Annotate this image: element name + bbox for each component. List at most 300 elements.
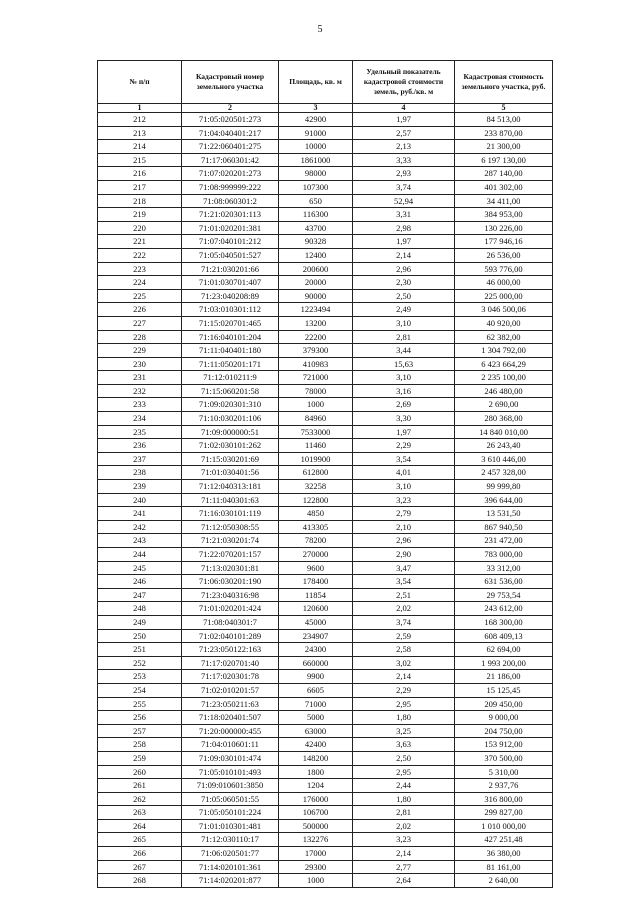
cell-cadastral-value: 33 312,00 bbox=[455, 561, 553, 575]
cell-area: 379300 bbox=[279, 344, 353, 358]
cell-cadastral-value: 15 125,45 bbox=[455, 683, 553, 697]
table-row bbox=[98, 344, 553, 358]
cell-unit-value: 2,59 bbox=[353, 629, 455, 643]
table-row bbox=[98, 575, 553, 589]
column-number: 2 bbox=[182, 104, 279, 113]
cell-cadastral-number: 71:11:040301:63 bbox=[182, 493, 279, 507]
cell-unit-value: 3,10 bbox=[353, 316, 455, 330]
cell-cadastral-value: 62 382,00 bbox=[455, 330, 553, 344]
cell-area: 721000 bbox=[279, 371, 353, 385]
cell-area: 1019900 bbox=[279, 452, 353, 466]
cell-unit-value: 2,29 bbox=[353, 683, 455, 697]
cell-row-number: 218 bbox=[98, 194, 182, 208]
cell-cadastral-number: 71:17:020301:78 bbox=[182, 670, 279, 684]
cell-cadastral-number: 71:06:020501:77 bbox=[182, 847, 279, 861]
cell-cadastral-value: 225 000,00 bbox=[455, 289, 553, 303]
cell-cadastral-number: 71:08:999999:222 bbox=[182, 180, 279, 194]
cell-cadastral-number: 71:01:030401:56 bbox=[182, 466, 279, 480]
cell-cadastral-number: 71:22:070201:157 bbox=[182, 548, 279, 562]
cell-cadastral-value: 9 000,00 bbox=[455, 711, 553, 725]
cell-cadastral-number: 71:21:030201:66 bbox=[182, 262, 279, 276]
cell-cadastral-value: 209 450,00 bbox=[455, 697, 553, 711]
cell-row-number: 264 bbox=[98, 819, 182, 833]
cell-area: 43700 bbox=[279, 221, 353, 235]
cell-cadastral-number: 71:14:020201:877 bbox=[182, 874, 279, 888]
table-row bbox=[98, 384, 553, 398]
cell-row-number: 225 bbox=[98, 289, 182, 303]
cell-row-number: 212 bbox=[98, 113, 182, 127]
cell-area: 122800 bbox=[279, 493, 353, 507]
cell-row-number: 238 bbox=[98, 466, 182, 480]
table-row bbox=[98, 534, 553, 548]
cell-unit-value: 3,33 bbox=[353, 153, 455, 167]
cell-area: 650 bbox=[279, 194, 353, 208]
cell-area: 9900 bbox=[279, 670, 353, 684]
cell-cadastral-number: 71:17:020701:40 bbox=[182, 656, 279, 670]
table-row bbox=[98, 792, 553, 806]
cell-unit-value: 2,50 bbox=[353, 289, 455, 303]
cell-row-number: 253 bbox=[98, 670, 182, 684]
table-row bbox=[98, 602, 553, 616]
cell-unit-value: 3,47 bbox=[353, 561, 455, 575]
cell-row-number: 252 bbox=[98, 656, 182, 670]
cell-area: 7533000 bbox=[279, 425, 353, 439]
cell-cadastral-value: 29 753,54 bbox=[455, 588, 553, 602]
cell-cadastral-number: 71:15:020701:465 bbox=[182, 316, 279, 330]
cell-cadastral-number: 71:07:020201:273 bbox=[182, 167, 279, 181]
cell-cadastral-value: 204 750,00 bbox=[455, 724, 553, 738]
cell-cadastral-number: 71:09:020301:310 bbox=[182, 398, 279, 412]
cell-cadastral-value: 21 300,00 bbox=[455, 140, 553, 154]
cell-unit-value: 2,44 bbox=[353, 779, 455, 793]
cell-area: 84960 bbox=[279, 412, 353, 426]
cell-unit-value: 52,94 bbox=[353, 194, 455, 208]
header-row-number: № п/п bbox=[98, 61, 182, 104]
cell-unit-value: 3,23 bbox=[353, 833, 455, 847]
cell-row-number: 267 bbox=[98, 860, 182, 874]
cell-area: 11854 bbox=[279, 588, 353, 602]
cell-unit-value: 2,14 bbox=[353, 670, 455, 684]
cell-cadastral-value: 62 694,00 bbox=[455, 643, 553, 657]
cell-unit-value: 2,64 bbox=[353, 874, 455, 888]
cell-cadastral-number: 71:11:040401:180 bbox=[182, 344, 279, 358]
page-number: 5 bbox=[317, 24, 323, 35]
table-row bbox=[98, 507, 553, 521]
table-row bbox=[98, 493, 553, 507]
cell-cadastral-number: 71:05:050101:224 bbox=[182, 806, 279, 820]
cell-area: 78000 bbox=[279, 384, 353, 398]
cell-area: 410983 bbox=[279, 357, 353, 371]
cell-area: 29300 bbox=[279, 860, 353, 874]
cell-unit-value: 2,79 bbox=[353, 507, 455, 521]
cell-cadastral-value: 40 920,00 bbox=[455, 316, 553, 330]
cell-row-number: 250 bbox=[98, 629, 182, 643]
cell-unit-value: 1,97 bbox=[353, 113, 455, 127]
cell-row-number: 242 bbox=[98, 520, 182, 534]
cell-area: 45000 bbox=[279, 615, 353, 629]
cell-unit-value: 2,10 bbox=[353, 520, 455, 534]
cell-area: 17000 bbox=[279, 847, 353, 861]
cell-cadastral-value: 2 235 100,00 bbox=[455, 371, 553, 385]
cell-unit-value: 2,58 bbox=[353, 643, 455, 657]
cell-area: 13200 bbox=[279, 316, 353, 330]
cell-row-number: 244 bbox=[98, 548, 182, 562]
cell-unit-value: 2,77 bbox=[353, 860, 455, 874]
cell-row-number: 216 bbox=[98, 167, 182, 181]
cell-cadastral-number: 71:01:030701:407 bbox=[182, 276, 279, 290]
cell-unit-value: 1,80 bbox=[353, 792, 455, 806]
cell-area: 120600 bbox=[279, 602, 353, 616]
cell-unit-value: 3,30 bbox=[353, 412, 455, 426]
table-row bbox=[98, 303, 553, 317]
cell-cadastral-value: 2 457 328,00 bbox=[455, 466, 553, 480]
cell-unit-value: 2,57 bbox=[353, 126, 455, 140]
cell-cadastral-value: 3 046 500,06 bbox=[455, 303, 553, 317]
cell-cadastral-number: 71:02:010201:57 bbox=[182, 683, 279, 697]
cell-cadastral-value: 2 937,76 bbox=[455, 779, 553, 793]
cell-cadastral-number: 71:12:050308:55 bbox=[182, 520, 279, 534]
cell-unit-value: 2,14 bbox=[353, 847, 455, 861]
cell-cadastral-value: 84 513,00 bbox=[455, 113, 553, 127]
cell-cadastral-number: 71:21:030201:74 bbox=[182, 534, 279, 548]
table-row bbox=[98, 412, 553, 426]
cell-cadastral-value: 867 940,50 bbox=[455, 520, 553, 534]
cell-cadastral-value: 2 690,00 bbox=[455, 398, 553, 412]
column-number: 5 bbox=[455, 104, 553, 113]
cell-area: 270000 bbox=[279, 548, 353, 562]
table-row bbox=[98, 235, 553, 249]
cell-unit-value: 4,01 bbox=[353, 466, 455, 480]
cell-cadastral-number: 71:23:050122:163 bbox=[182, 643, 279, 657]
cell-area: 413305 bbox=[279, 520, 353, 534]
cell-cadastral-number: 71:09:030101:474 bbox=[182, 751, 279, 765]
column-number: 1 bbox=[98, 104, 182, 113]
cell-cadastral-value: 46 000,00 bbox=[455, 276, 553, 290]
cell-cadastral-number: 71:04:040401:217 bbox=[182, 126, 279, 140]
cell-cadastral-number: 71:10:030201:106 bbox=[182, 412, 279, 426]
column-number-row bbox=[98, 104, 553, 113]
table-row bbox=[98, 711, 553, 725]
cell-cadastral-number: 71:08:060301:2 bbox=[182, 194, 279, 208]
cell-area: 20000 bbox=[279, 276, 353, 290]
table-row bbox=[98, 860, 553, 874]
cell-row-number: 255 bbox=[98, 697, 182, 711]
cell-row-number: 235 bbox=[98, 425, 182, 439]
table-row bbox=[98, 221, 553, 235]
table-row bbox=[98, 615, 553, 629]
cell-unit-value: 2,29 bbox=[353, 439, 455, 453]
cell-unit-value: 3,54 bbox=[353, 452, 455, 466]
cell-cadastral-value: 26 536,00 bbox=[455, 248, 553, 262]
cell-unit-value: 3,54 bbox=[353, 575, 455, 589]
cell-row-number: 231 bbox=[98, 371, 182, 385]
cell-area: 6605 bbox=[279, 683, 353, 697]
cell-area: 1000 bbox=[279, 398, 353, 412]
cell-area: 234907 bbox=[279, 629, 353, 643]
cell-area: 1204 bbox=[279, 779, 353, 793]
cell-cadastral-value: 231 472,00 bbox=[455, 534, 553, 548]
cell-cadastral-value: 6 197 130,00 bbox=[455, 153, 553, 167]
cell-row-number: 233 bbox=[98, 398, 182, 412]
cell-unit-value: 3,16 bbox=[353, 384, 455, 398]
table-row bbox=[98, 113, 553, 127]
cell-row-number: 222 bbox=[98, 248, 182, 262]
cell-cadastral-number: 71:16:030101:119 bbox=[182, 507, 279, 521]
table-row bbox=[98, 208, 553, 222]
cell-cadastral-number: 71:07:040101:212 bbox=[182, 235, 279, 249]
cell-area: 90000 bbox=[279, 289, 353, 303]
cell-unit-value: 3,02 bbox=[353, 656, 455, 670]
table-row bbox=[98, 670, 553, 684]
table-row bbox=[98, 724, 553, 738]
cell-area: 91000 bbox=[279, 126, 353, 140]
table-row bbox=[98, 289, 553, 303]
cell-area: 71000 bbox=[279, 697, 353, 711]
cell-row-number: 239 bbox=[98, 480, 182, 494]
table-row bbox=[98, 276, 553, 290]
cell-unit-value: 3,74 bbox=[353, 615, 455, 629]
cell-unit-value: 2,96 bbox=[353, 262, 455, 276]
cell-cadastral-number: 71:05:010101:493 bbox=[182, 765, 279, 779]
cell-area: 107300 bbox=[279, 180, 353, 194]
cadastral-value-table bbox=[97, 60, 553, 888]
cell-unit-value: 1,97 bbox=[353, 425, 455, 439]
cell-row-number: 243 bbox=[98, 534, 182, 548]
cell-unit-value: 2,30 bbox=[353, 276, 455, 290]
cell-row-number: 234 bbox=[98, 412, 182, 426]
cell-area: 42400 bbox=[279, 738, 353, 752]
cell-area: 24300 bbox=[279, 643, 353, 657]
header-unit-value: Удельный показатель кадастровой стоимости земель, руб./кв. м bbox=[353, 61, 455, 104]
table-row bbox=[98, 480, 553, 494]
cell-area: 1000 bbox=[279, 874, 353, 888]
cell-row-number: 226 bbox=[98, 303, 182, 317]
cell-unit-value: 3,63 bbox=[353, 738, 455, 752]
table-row bbox=[98, 751, 553, 765]
column-number: 3 bbox=[279, 104, 353, 113]
cell-area: 78200 bbox=[279, 534, 353, 548]
table-row bbox=[98, 738, 553, 752]
cell-cadastral-value: 21 186,00 bbox=[455, 670, 553, 684]
table-row bbox=[98, 439, 553, 453]
cell-cadastral-number: 71:16:040101:204 bbox=[182, 330, 279, 344]
table-row bbox=[98, 140, 553, 154]
cell-cadastral-value: 427 251,48 bbox=[455, 833, 553, 847]
cell-cadastral-number: 71:09:010601:3850 bbox=[182, 779, 279, 793]
cell-area: 148200 bbox=[279, 751, 353, 765]
cell-area: 42900 bbox=[279, 113, 353, 127]
cell-row-number: 219 bbox=[98, 208, 182, 222]
cell-cadastral-number: 71:01:010301:481 bbox=[182, 819, 279, 833]
cell-cadastral-value: 396 644,00 bbox=[455, 493, 553, 507]
cell-row-number: 236 bbox=[98, 439, 182, 453]
table-row bbox=[98, 588, 553, 602]
cell-row-number: 257 bbox=[98, 724, 182, 738]
cell-unit-value: 2,50 bbox=[353, 751, 455, 765]
cell-unit-value: 2,51 bbox=[353, 588, 455, 602]
cell-area: 200600 bbox=[279, 262, 353, 276]
cell-cadastral-number: 71:23:040208:89 bbox=[182, 289, 279, 303]
cell-unit-value: 2,90 bbox=[353, 548, 455, 562]
cell-cadastral-number: 71:12:010211:9 bbox=[182, 371, 279, 385]
cell-unit-value: 15,63 bbox=[353, 357, 455, 371]
cell-area: 98000 bbox=[279, 167, 353, 181]
cell-cadastral-number: 71:04:010601:11 bbox=[182, 738, 279, 752]
cell-cadastral-value: 81 161,00 bbox=[455, 860, 553, 874]
cell-cadastral-value: 2 640,00 bbox=[455, 874, 553, 888]
cell-unit-value: 2,95 bbox=[353, 765, 455, 779]
cell-area: 176000 bbox=[279, 792, 353, 806]
cell-cadastral-number: 71:05:020501:273 bbox=[182, 113, 279, 127]
table-row bbox=[98, 466, 553, 480]
cell-cadastral-value: 243 612,00 bbox=[455, 602, 553, 616]
cell-area: 32258 bbox=[279, 480, 353, 494]
cell-row-number: 240 bbox=[98, 493, 182, 507]
table-row bbox=[98, 874, 553, 888]
table-row bbox=[98, 316, 553, 330]
cell-cadastral-number: 71:08:040301:7 bbox=[182, 615, 279, 629]
cell-cadastral-number: 71:02:030101:262 bbox=[182, 439, 279, 453]
cell-unit-value: 2,02 bbox=[353, 819, 455, 833]
cell-cadastral-value: 14 840 010,00 bbox=[455, 425, 553, 439]
table-row bbox=[98, 819, 553, 833]
cell-unit-value: 3,25 bbox=[353, 724, 455, 738]
cell-unit-value: 2,49 bbox=[353, 303, 455, 317]
cell-row-number: 263 bbox=[98, 806, 182, 820]
cell-row-number: 223 bbox=[98, 262, 182, 276]
cell-cadastral-number: 71:12:040313:181 bbox=[182, 480, 279, 494]
cell-cadastral-value: 168 300,00 bbox=[455, 615, 553, 629]
cell-row-number: 228 bbox=[98, 330, 182, 344]
table-row bbox=[98, 398, 553, 412]
cell-cadastral-value: 593 776,00 bbox=[455, 262, 553, 276]
cell-cadastral-value: 36 380,00 bbox=[455, 847, 553, 861]
cell-cadastral-number: 71:15:060201:58 bbox=[182, 384, 279, 398]
header-cadastral-number: Кадастровый номер земельного участка bbox=[182, 61, 279, 104]
table-row bbox=[98, 806, 553, 820]
cell-cadastral-value: 1 010 000,00 bbox=[455, 819, 553, 833]
cell-row-number: 248 bbox=[98, 602, 182, 616]
cell-row-number: 215 bbox=[98, 153, 182, 167]
cell-row-number: 260 bbox=[98, 765, 182, 779]
cell-cadastral-value: 6 423 664,29 bbox=[455, 357, 553, 371]
cell-cadastral-value: 287 140,00 bbox=[455, 167, 553, 181]
cell-row-number: 259 bbox=[98, 751, 182, 765]
cell-cadastral-number: 71:01:020201:424 bbox=[182, 602, 279, 616]
cell-row-number: 249 bbox=[98, 615, 182, 629]
cell-row-number: 251 bbox=[98, 643, 182, 657]
cell-row-number: 224 bbox=[98, 276, 182, 290]
cell-unit-value: 3,23 bbox=[353, 493, 455, 507]
cell-area: 11460 bbox=[279, 439, 353, 453]
table-row bbox=[98, 126, 553, 140]
cell-area: 90328 bbox=[279, 235, 353, 249]
cell-area: 22200 bbox=[279, 330, 353, 344]
table-row bbox=[98, 520, 553, 534]
cell-area: 4850 bbox=[279, 507, 353, 521]
cell-cadastral-value: 34 411,00 bbox=[455, 194, 553, 208]
cell-cadastral-value: 177 946,16 bbox=[455, 235, 553, 249]
cell-cadastral-value: 299 827,00 bbox=[455, 806, 553, 820]
cell-row-number: 217 bbox=[98, 180, 182, 194]
table-row bbox=[98, 697, 553, 711]
cell-row-number: 213 bbox=[98, 126, 182, 140]
table-row bbox=[98, 833, 553, 847]
cell-cadastral-value: 401 302,00 bbox=[455, 180, 553, 194]
cell-cadastral-number: 71:02:040101:289 bbox=[182, 629, 279, 643]
table-row bbox=[98, 262, 553, 276]
cell-cadastral-number: 71:23:050211:63 bbox=[182, 697, 279, 711]
cell-unit-value: 3,31 bbox=[353, 208, 455, 222]
cell-area: 500000 bbox=[279, 819, 353, 833]
cell-unit-value: 2,13 bbox=[353, 140, 455, 154]
cell-unit-value: 2,95 bbox=[353, 697, 455, 711]
cell-area: 612800 bbox=[279, 466, 353, 480]
cell-cadastral-value: 3 610 446,00 bbox=[455, 452, 553, 466]
cell-cadastral-value: 783 000,00 bbox=[455, 548, 553, 562]
table-row bbox=[98, 683, 553, 697]
cell-area: 12400 bbox=[279, 248, 353, 262]
cell-unit-value: 2,98 bbox=[353, 221, 455, 235]
cell-cadastral-value: 631 536,00 bbox=[455, 575, 553, 589]
cell-area: 1223494 bbox=[279, 303, 353, 317]
cell-cadastral-value: 384 953,00 bbox=[455, 208, 553, 222]
table-row bbox=[98, 656, 553, 670]
cell-cadastral-value: 233 870,00 bbox=[455, 126, 553, 140]
cell-cadastral-number: 71:12:030110:17 bbox=[182, 833, 279, 847]
cell-row-number: 245 bbox=[98, 561, 182, 575]
cell-cadastral-value: 370 500,00 bbox=[455, 751, 553, 765]
cell-cadastral-value: 26 243,40 bbox=[455, 439, 553, 453]
header-area: Площадь, кв. м bbox=[279, 61, 353, 104]
cell-area: 116300 bbox=[279, 208, 353, 222]
cell-row-number: 229 bbox=[98, 344, 182, 358]
cell-row-number: 241 bbox=[98, 507, 182, 521]
cell-cadastral-value: 608 409,13 bbox=[455, 629, 553, 643]
cell-cadastral-value: 316 800,00 bbox=[455, 792, 553, 806]
cell-unit-value: 2,69 bbox=[353, 398, 455, 412]
table-row bbox=[98, 561, 553, 575]
cell-row-number: 246 bbox=[98, 575, 182, 589]
cell-cadastral-value: 5 310,00 bbox=[455, 765, 553, 779]
cell-row-number: 266 bbox=[98, 847, 182, 861]
cell-row-number: 254 bbox=[98, 683, 182, 697]
cell-row-number: 227 bbox=[98, 316, 182, 330]
cell-cadastral-number: 71:01:020201:381 bbox=[182, 221, 279, 235]
cell-cadastral-number: 71:20:000000:455 bbox=[182, 724, 279, 738]
cell-unit-value: 1,80 bbox=[353, 711, 455, 725]
cell-unit-value: 2,93 bbox=[353, 167, 455, 181]
header-cadastral-value: Кадастровая стоимость земельного участка, руб. bbox=[455, 61, 553, 104]
cell-unit-value: 2,81 bbox=[353, 806, 455, 820]
table-row bbox=[98, 371, 553, 385]
cell-row-number: 237 bbox=[98, 452, 182, 466]
table-row bbox=[98, 194, 553, 208]
cell-cadastral-number: 71:05:040501:527 bbox=[182, 248, 279, 262]
cell-row-number: 261 bbox=[98, 779, 182, 793]
cell-cadastral-number: 71:03:010301:112 bbox=[182, 303, 279, 317]
cell-row-number: 232 bbox=[98, 384, 182, 398]
cell-row-number: 262 bbox=[98, 792, 182, 806]
cell-area: 63000 bbox=[279, 724, 353, 738]
cell-unit-value: 3,10 bbox=[353, 371, 455, 385]
cell-unit-value: 2,81 bbox=[353, 330, 455, 344]
cell-area: 1800 bbox=[279, 765, 353, 779]
cell-area: 10000 bbox=[279, 140, 353, 154]
table-row bbox=[98, 847, 553, 861]
cell-cadastral-value: 1 304 792,00 bbox=[455, 344, 553, 358]
table-row bbox=[98, 153, 553, 167]
